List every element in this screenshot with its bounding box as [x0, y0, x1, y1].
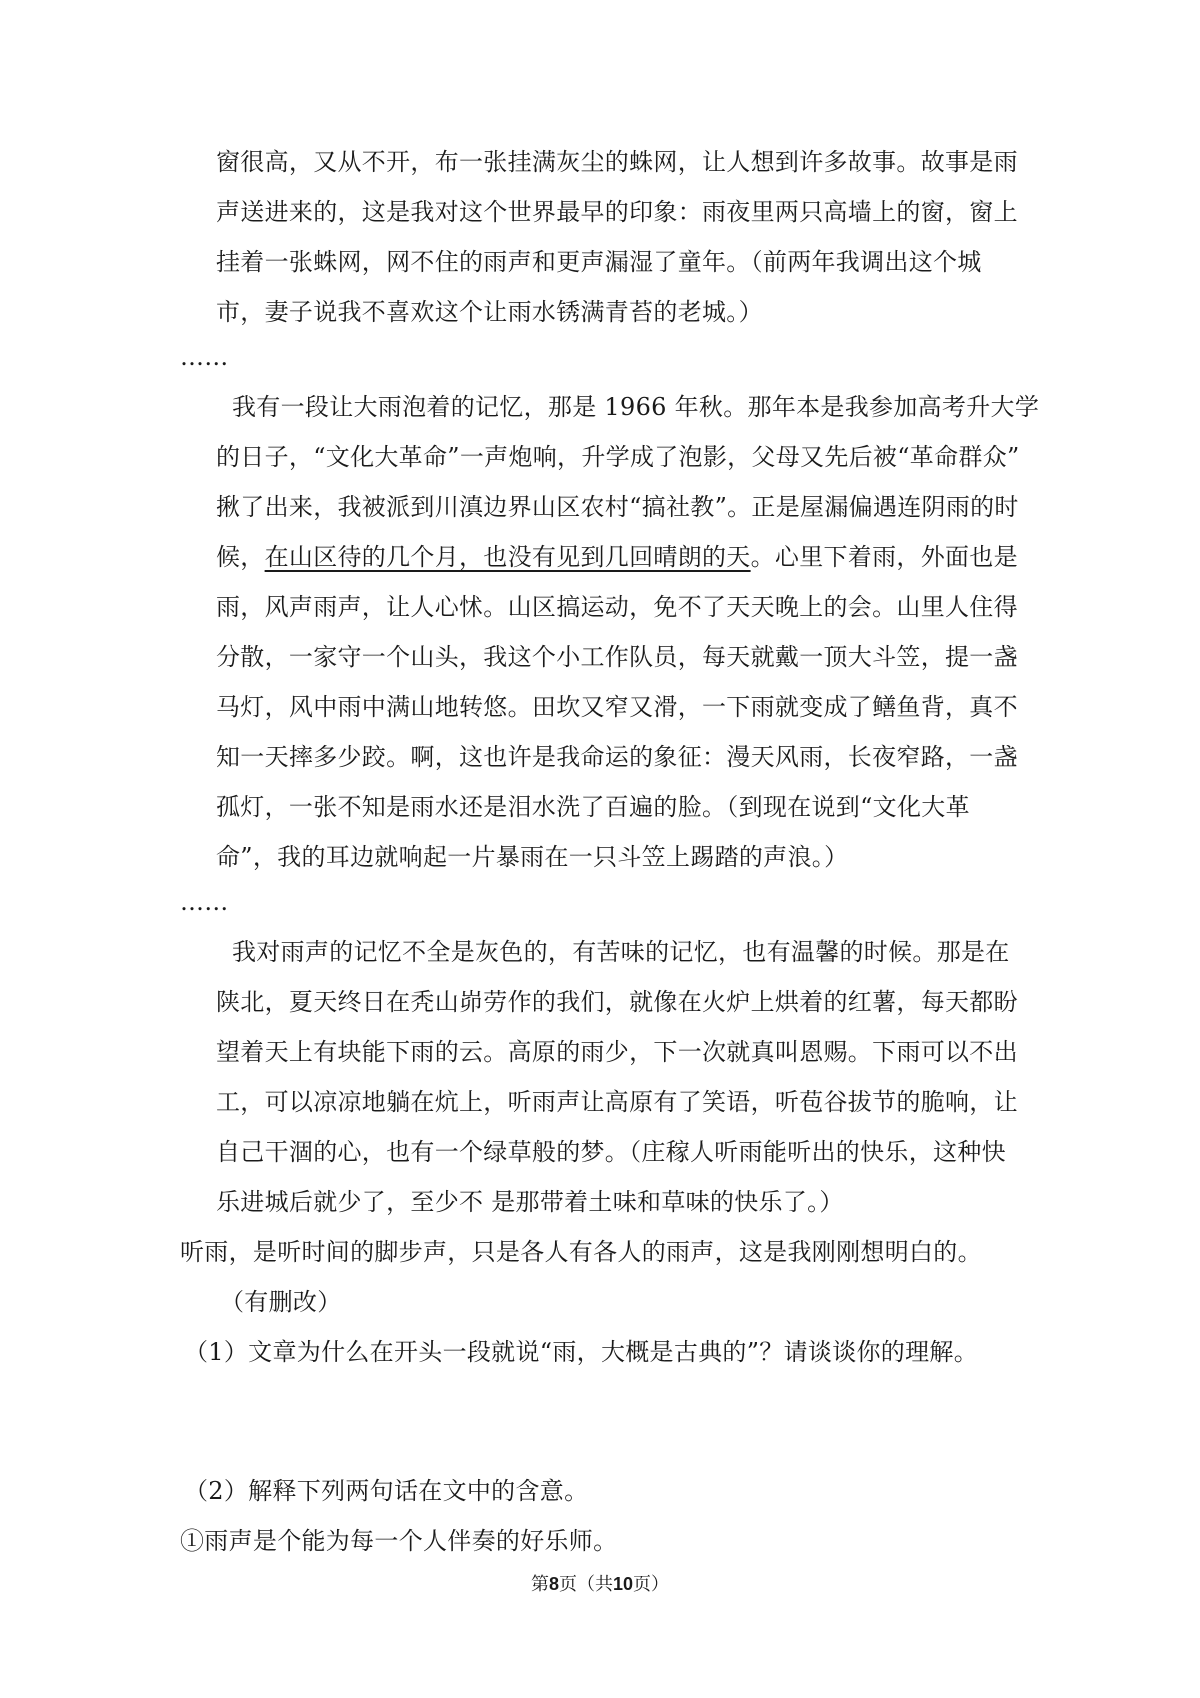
text-line: 乐进城后就少了，至少不 是那带着土味和草味的快乐了。）	[216, 1188, 844, 1216]
ellipsis: ……	[180, 888, 229, 916]
underlined-sentence: 在山区待的几个月，也没有见到几回晴朗的天	[264, 543, 751, 571]
text-line: 挂着一张蛛网，网不住的雨声和更声漏湿了童年。（前两年我调出这个城	[216, 248, 982, 276]
text-line: 分散，一家守一个山头，我这个小工作队员，每天就戴一顶大斗笠，提一盏	[216, 643, 1018, 671]
footer-suffix: 页）	[633, 1574, 670, 1595]
text-line: 揪了出来，我被派到川滇边界山区农村“搞社教”。正是屋漏偏遇连阴雨的时	[216, 493, 1019, 521]
text-line: 望着天上有块能下雨的云。高原的雨少，下一次就真叫恩赐。下雨可以不出	[216, 1038, 1018, 1066]
text-segment: 候，	[216, 543, 265, 571]
text-line: 声送进来的，这是我对这个世界最早的印象：雨夜里两只高墙上的窗，窗上	[216, 198, 1018, 226]
text-line: 知一天摔多少跤。啊，这也许是我命运的象征：漫天风雨，长夜窄路，一盏	[216, 743, 1018, 771]
text-line: 市，妻子说我不喜欢这个让雨水锈满青苔的老城。）	[216, 298, 763, 326]
footer-total-pages: 10	[612, 1574, 634, 1594]
source-note: （有删改）	[220, 1288, 342, 1316]
text-line: 的日子，“文化大革命”一声炮响，升学成了泡影，父母又先后被“革命群众”	[216, 443, 1020, 471]
ellipsis: ……	[180, 343, 229, 371]
text-line: 命”，我的耳边就响起一片暴雨在一只斗笠上踢踏的声浪。）	[216, 843, 849, 871]
question-2: （2）解释下列两句话在文中的含意。	[184, 1477, 589, 1505]
question-1: （1）文章为什么在开头一段就说“雨，大概是古典的”？请谈谈你的理解。	[184, 1338, 979, 1366]
text-line: 自己干涸的心，也有一个绿草般的梦。（庄稼人听雨能听出的快乐，这种快	[216, 1138, 1006, 1166]
footer-page-number: 8	[548, 1574, 559, 1594]
text-line	[216, 541, 1018, 573]
footer-middle: 页（共	[558, 1574, 613, 1595]
text-line: 雨，风声雨声，让人心怵。山区搞运动，免不了天天晚上的会。山里人住得	[216, 593, 1018, 621]
closing-line: 听雨，是听时间的脚步声，只是各人有各人的雨声，这是我刚刚想明白的。	[180, 1238, 982, 1266]
text-line: 窗很高，又从不开，布一张挂满灰尘的蛛网，让人想到许多故事。故事是雨	[216, 148, 1018, 176]
text-line: 孤灯，一张不知是雨水还是泪水洗了百遍的脸。（到现在说到“文化大革	[216, 793, 970, 821]
text-line: 我有一段让大雨泡着的记忆，那是 1966 年秋。那年本是我参加高考升大学	[232, 393, 1040, 421]
page-footer	[0, 1572, 1200, 1597]
question-2-item-1: ①雨声是个能为每一个人伴奏的好乐师。	[180, 1527, 618, 1555]
text-line: 马灯，风中雨中满山地转悠。田坎又窄又滑，一下雨就变成了鳝鱼背，真不	[216, 693, 1018, 721]
footer-prefix: 第	[530, 1574, 549, 1595]
text-segment: 。心里下着雨，外面也是	[750, 543, 1018, 571]
text-line: 陕北，夏天终日在秃山峁劳作的我们，就像在火炉上烘着的红薯，每天都盼	[216, 988, 1018, 1016]
text-line: 工，可以凉凉地躺在炕上，听雨声让高原有了笑语，听苞谷拔节的脆响，让	[216, 1088, 1018, 1116]
text-line: 我对雨声的记忆不全是灰色的，有苦味的记忆，也有温馨的时候。那是在	[232, 938, 1010, 966]
